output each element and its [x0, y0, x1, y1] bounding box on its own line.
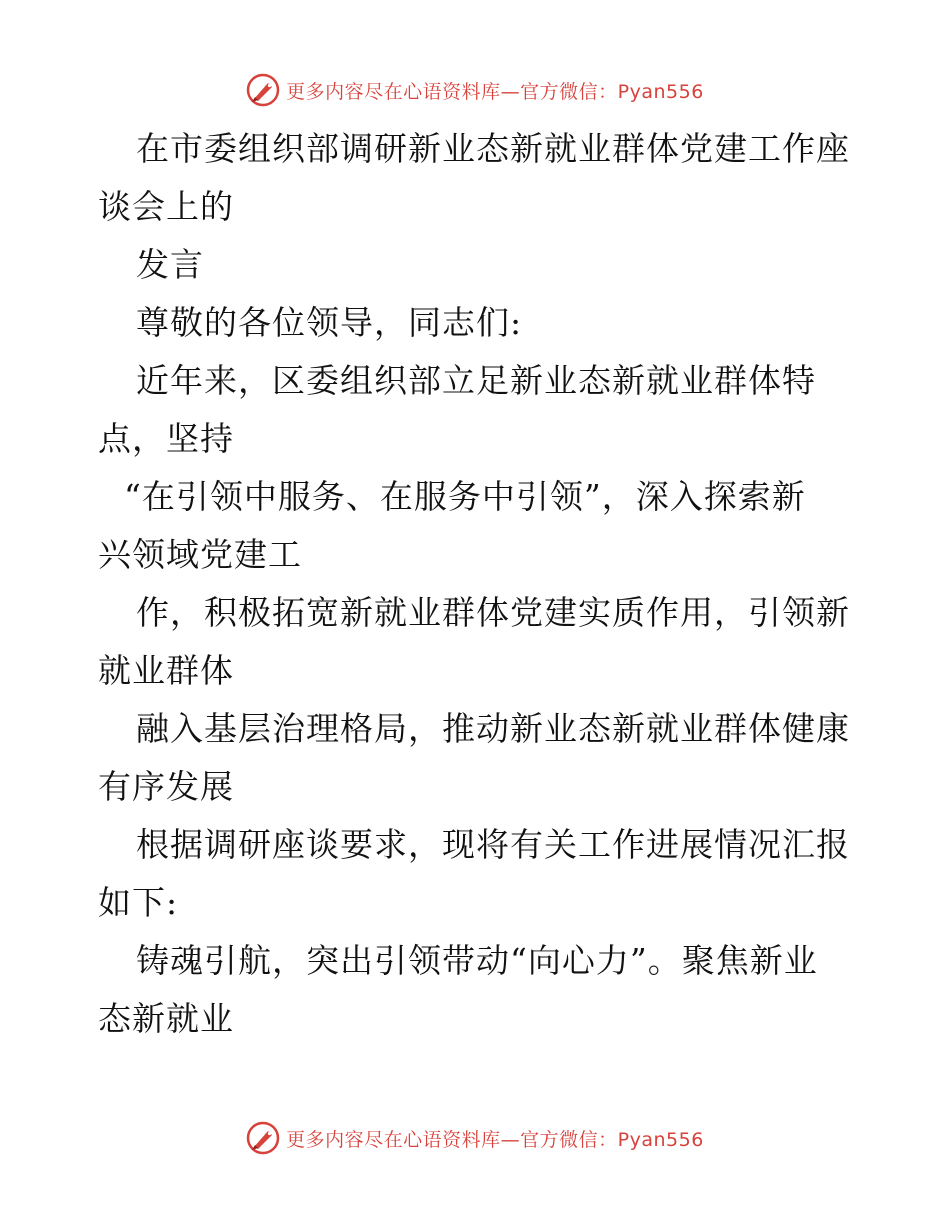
title-line-3: 发言: [136, 245, 204, 284]
paragraph-line: 铸魂引航，突出引领带动“向心力”。聚焦新业: [136, 941, 818, 980]
title-line-2: 谈会上的: [98, 187, 234, 226]
paragraph-line: 就业群体: [98, 651, 234, 690]
paragraph-line: 作，积极拓宽新就业群体党建实质作用，引领新: [136, 593, 850, 632]
paragraph-line: 点，坚持: [98, 419, 234, 458]
header-banner-text: 更多内容尽在心语资料库—官方微信：Pyan556: [286, 80, 704, 103]
pen-nib-logo-icon: [246, 1121, 280, 1155]
paragraph-line: 根据调研座谈要求，现将有关工作进展情况汇报: [136, 825, 850, 864]
document-body: [98, 120, 858, 1048]
pen-nib-logo-icon: [246, 73, 280, 107]
paragraph-line: 近年来，区委组织部立足新业态新就业群体特: [136, 361, 816, 400]
paragraph-line: 有序发展: [98, 767, 234, 806]
footer-banner-text: 更多内容尽在心语资料库—官方微信：Pyan556: [286, 1128, 704, 1151]
footer-banner: [0, 1118, 950, 1158]
paragraph-line: 如下:: [98, 883, 179, 922]
paragraph-line: 态新就业: [98, 999, 234, 1038]
title-line-1: 在市委组织部调研新业态新就业群体党建工作座: [136, 129, 850, 168]
salutation: 尊敬的各位领导，同志们:: [136, 303, 523, 342]
header-banner: [0, 70, 950, 110]
paragraph-line: “在引领中服务、在服务中引领”，深入探索新: [124, 477, 806, 516]
paragraph-line: 兴领域党建工: [98, 535, 302, 574]
paragraph-line: 融入基层治理格局，推动新业态新就业群体健康: [136, 709, 850, 748]
